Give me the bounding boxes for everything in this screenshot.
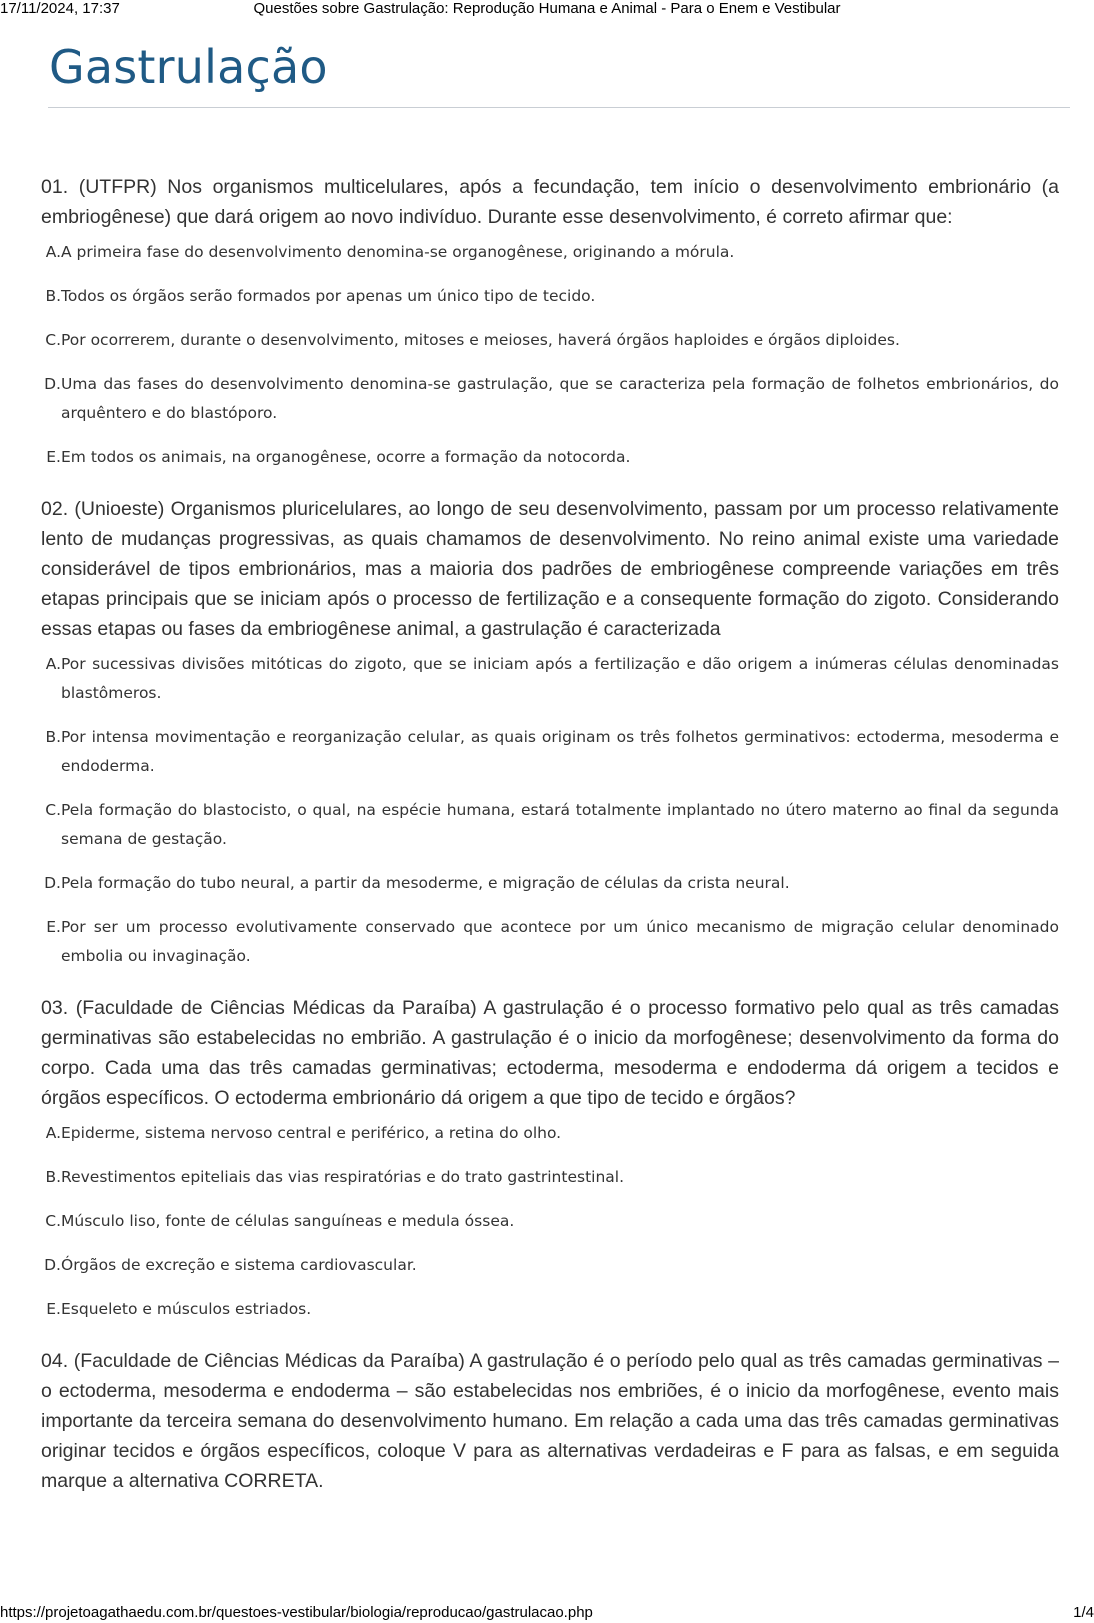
answer-option[interactable] (41, 370, 1059, 428)
option-text: Músculo liso, fonte de células sanguíneas e medula óssea. (61, 1212, 515, 1230)
option-letter: D. (44, 1256, 61, 1274)
answer-option[interactable] (41, 1119, 1059, 1148)
option-text: Órgãos de excreção e sistema cardiovascular. (61, 1256, 417, 1274)
answer-option[interactable] (41, 238, 1059, 267)
option-letter: A. (45, 1124, 61, 1142)
option-text: Uma das fases do desenvolvimento denomina-se gastrulação, que se caracteriza pela formação de folhetos embrionários, do arquêntero e do blastóporo. (61, 375, 1059, 422)
question-04 (41, 1346, 1059, 1496)
option-letter: C. (45, 331, 61, 349)
print-url: https://projetoagathaedu.com.br/questoes-vestibular/biologia/reproducao/gastrulacao.php (0, 1604, 593, 1621)
answer-option[interactable] (41, 1251, 1059, 1280)
option-letter: D. (44, 375, 61, 393)
answer-option[interactable] (41, 869, 1059, 898)
option-letter: A. (45, 655, 61, 673)
option-letter: D. (44, 874, 61, 892)
answer-options (41, 1119, 1059, 1324)
option-text: Por ser um processo evolutivamente conservado que acontece por um único mecanismo de migração celular denominado embolia ou invaginação. (61, 918, 1059, 965)
question-01 (41, 172, 1059, 472)
page-title: Gastrulação (49, 40, 328, 94)
option-letter: B. (45, 287, 61, 305)
print-document-title: Questões sobre Gastrulação: Reprodução Humana e Animal - Para o Enem e Vestibular (253, 0, 841, 17)
answer-option[interactable] (41, 1295, 1059, 1324)
option-letter: E. (46, 1300, 61, 1318)
option-text: Pela formação do blastocisto, o qual, na espécie humana, estará totalmente implantado no útero materno ao final da segunda semana de gestação. (61, 801, 1059, 848)
answer-options (41, 650, 1059, 971)
answer-option[interactable] (41, 1207, 1059, 1236)
option-letter: A. (45, 243, 61, 261)
option-text: A primeira fase do desenvolvimento denomina-se organogênese, originando a mórula. (61, 243, 735, 261)
option-text: Pela formação do tubo neural, a partir da mesoderme, e migração de células da crista neural. (61, 874, 790, 892)
question-text: 03. (Faculdade de Ciências Médicas da Paraíba) A gastrulação é o processo formativo pelo qual as três camadas germinativas são estabelecidas no embrião. A gastrulação é o inicio da morfogênese; desenvolvimento da forma do corpo. Cada uma das três camadas germinativas; ectoderma, mesoderma e endoderma dá origem a tecidos e órgãos específicos. O ectoderma embrionário dá origem a que tipo de tecido e órgãos? (41, 997, 1059, 1109)
question-02 (41, 494, 1059, 971)
question-text: 04. (Faculdade de Ciências Médicas da Paraíba) A gastrulação é o período pelo qual as três camadas germinativas – o ectoderma, mesoderma e endoderma – são estabelecidas nos embriões, é o inicio da morfogênese, evento mais importante da terceira semana do desenvolvimento humano. Em relação a cada uma das três camadas germinativas originar tecidos e órgãos específicos, coloque V para as alternativas verdadeiras e F para as falsas, e em seguida marque a alternativa CORRETA. (41, 1350, 1059, 1492)
answer-option[interactable] (41, 282, 1059, 311)
print-footer (0, 1603, 1094, 1623)
question-03 (41, 993, 1059, 1324)
question-text: 02. (Unioeste) Organismos pluricelulares, ao longo de seu desenvolvimento, passam por um processo relativamente lento de mudanças progressivas, as quais chamamos de desenvolvimento. No reino animal existe uma variedade considerável de tipos embrionários, mas a maioria dos padrões de embriogênese compreende variações em três etapas principais que se iniciam após o processo de fertilização e a consequente formação do zigoto. Considerando essas etapas ou fases da embriogênese animal, a gastrulação é caracterizada (41, 498, 1059, 640)
answer-option[interactable] (41, 443, 1059, 472)
answer-option[interactable] (41, 796, 1059, 854)
option-letter: B. (45, 728, 61, 746)
option-text: Esqueleto e músculos estriados. (61, 1300, 312, 1318)
option-text: Revestimentos epiteliais das vias respiratórias e do trato gastrintestinal. (61, 1168, 625, 1186)
question-text: 01. (UTFPR) Nos organismos multicelulares, após a fecundação, tem início o desenvolvimento embrionário (a embriogênese) que dará origem ao novo indivíduo. Durante esse desenvolvimento, é correto afirmar que: (41, 176, 1059, 228)
answer-option[interactable] (41, 1163, 1059, 1192)
option-letter: C. (45, 1212, 61, 1230)
option-text: Todos os órgãos serão formados por apenas um único tipo de tecido. (61, 287, 596, 305)
option-letter: C. (45, 801, 61, 819)
option-text: Em todos os animais, na organogênese, ocorre a formação da notocorda. (61, 448, 631, 466)
print-page-number: 1/4 (1073, 1604, 1094, 1621)
option-text: Por ocorrerem, durante o desenvolvimento, mitoses e meioses, haverá órgãos haploides e órgãos diploides. (61, 331, 900, 349)
answer-option[interactable] (41, 723, 1059, 781)
option-text: Epiderme, sistema nervoso central e periférico, a retina do olho. (61, 1124, 562, 1142)
option-letter: B. (45, 1168, 61, 1186)
answer-option[interactable] (41, 650, 1059, 708)
title-divider (48, 107, 1070, 108)
answer-option[interactable] (41, 326, 1059, 355)
print-datetime: 17/11/2024, 17:37 (0, 0, 120, 17)
option-letter: E. (46, 918, 61, 936)
option-text: Por sucessivas divisões mitóticas do zigoto, que se iniciam após a fertilização e dão origem a inúmeras células denominadas blastômeros. (61, 655, 1059, 702)
question-list (41, 172, 1059, 1518)
answer-option[interactable] (41, 913, 1059, 971)
print-header (0, 0, 1094, 18)
option-letter: E. (46, 448, 61, 466)
answer-options (41, 238, 1059, 472)
option-text: Por intensa movimentação e reorganização celular, as quais originam os três folhetos germinativos: ectoderma, mesoderma e endoderma. (61, 728, 1059, 775)
